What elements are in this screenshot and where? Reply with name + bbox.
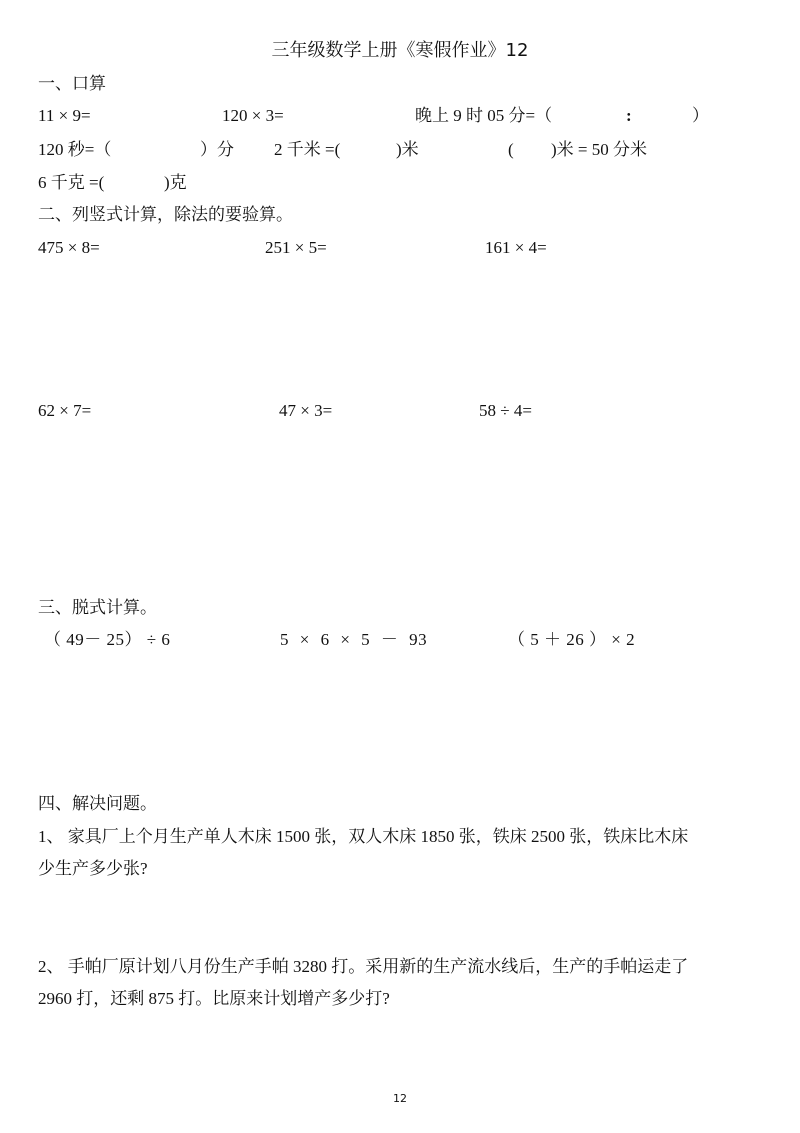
time-colon: :	[626, 106, 632, 125]
vertical-problem-4: 62 × 7=	[38, 401, 92, 420]
oral-problem-4-unit: ）分	[200, 140, 234, 159]
section2-heading: 二、列竖式计算，除法的要验算。	[38, 205, 293, 224]
section1-heading: 一、口算	[38, 74, 106, 93]
oral-problem-6-open: (	[508, 140, 514, 159]
oral-problem-2: 120 × 3=	[222, 106, 284, 125]
oral-problem-7-unit: )克	[164, 173, 187, 192]
oral-problem-5: 2 千米 =(	[274, 140, 341, 159]
oral-problem-7: 6 千克 =(	[38, 173, 105, 192]
oral-problem-4: 120 秒=（	[38, 140, 112, 159]
word-problem-2-line1: 2、 手帕厂原计划八月份生产手帕 3280 打。采用新的生产流水线后，生产的手帕运走了	[38, 957, 689, 976]
time-close-paren: ）	[692, 106, 709, 125]
step-problem-1: （ 49－ 25） ÷ 6	[44, 630, 171, 649]
page-title: 三年级数学上册《寒假作业》12	[271, 40, 529, 61]
word-problem-2-line2: 2960 打，还剩 875 打。比原来计划增产多少打?	[38, 989, 390, 1008]
oral-problem-1: 11 × 9=	[38, 106, 91, 125]
section4-heading: 四、解决问题。	[38, 794, 157, 813]
oral-problem-5-unit: )米	[396, 140, 419, 159]
oral-problem-6: )米 = 50 分米	[551, 140, 647, 159]
vertical-problem-2: 251 × 5=	[265, 238, 327, 257]
word-problem-1-line1: 1、 家具厂上个月生产单人木床 1500 张，双人木床 1850 张，铁床 2500 张，铁床比木床	[38, 827, 689, 846]
section3-heading: 三、脱式计算。	[38, 598, 157, 617]
word-problem-1-line2: 少生产多少张?	[38, 859, 148, 878]
step-problem-3: （ 5 ＋ 26 ） × 2	[508, 630, 636, 649]
step-problem-2: 5 × 6 × 5 － 93	[280, 630, 428, 649]
vertical-problem-1: 475 × 8=	[38, 238, 100, 257]
page-number: 12	[393, 1092, 407, 1105]
vertical-problem-6: 58 ÷ 4=	[479, 401, 532, 420]
vertical-problem-3: 161 × 4=	[485, 238, 547, 257]
vertical-problem-5: 47 × 3=	[279, 401, 333, 420]
oral-problem-3: 晚上 9 时 05 分=（	[415, 106, 553, 125]
